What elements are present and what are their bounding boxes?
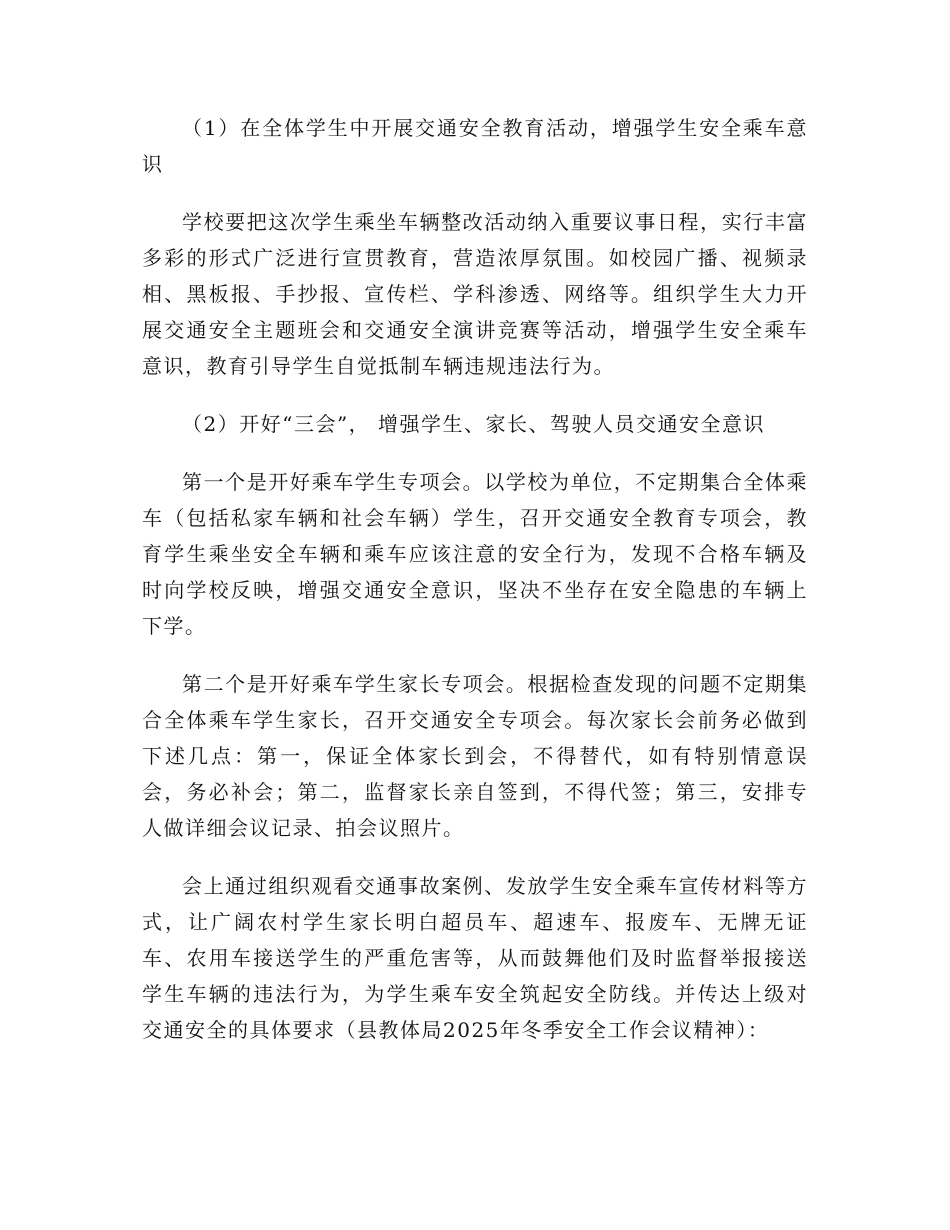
- section-heading-1: （1）在全体学生中开展交通安全教育活动，增强学生安全乘车意识: [142, 116, 808, 176]
- document-body: [142, 110, 808, 1070]
- paragraph-2: 第一个是开好乘车学生专项会。以学校为单位，不定期集合全体乘车（包括私家车辆和社会车辆）学生，召开交通安全教育专项会，教育学生乘坐安全车辆和乘车应该注意的安全行为，发现不合格车辆及时向学校反映，增强交通安全意识，坚决不坐存在安全隐患的车辆上下学。: [142, 470, 808, 638]
- paragraph-3: 第二个是开好乘车学生家长专项会。根据检查发现的问题不定期集合全体乘车学生家长，召开交通安全专项会。每次家长会前务必做到下述几点：第一，保证全体家长到会，不得替代，如有特别情意误会，务必补会；第二，监督家长亲自签到，不得代签；第三，安排专人做详细会议记录、拍会议照片。: [142, 672, 808, 840]
- paragraph-4: 会上通过组织观看交通事故案例、发放学生安全乘车宣传材料等方式，让广阔农村学生家长明白超员车、超速车、报废车、无牌无证车、农用车接送学生的严重危害等，从而鼓舞他们及时监督举报接送学生车辆的违法行为，为学生乘车安全筑起安全防线。并传达上级对交通安全的具体要求（县教体局2025年冬季安全工作会议精神）：: [142, 874, 808, 1042]
- paragraph-1: 学校要把这次学生乘坐车辆整改活动纳入重要议事日程，实行丰富多彩的形式广泛进行宣贯教育，营造浓厚氛围。如校园广播、视频录相、黑板报、手抄报、宣传栏、学科渗透、网络等。组织学生大力开展交通安全主题班会和交通安全演讲竞赛等活动，增强学生安全乘车意识，教育引导学生自觉抵制车辆违规违法行为。: [142, 210, 808, 378]
- section-heading-2: （2）开好“三会”， 增强学生、家长、驾驶人员交通安全意识: [182, 412, 766, 436]
